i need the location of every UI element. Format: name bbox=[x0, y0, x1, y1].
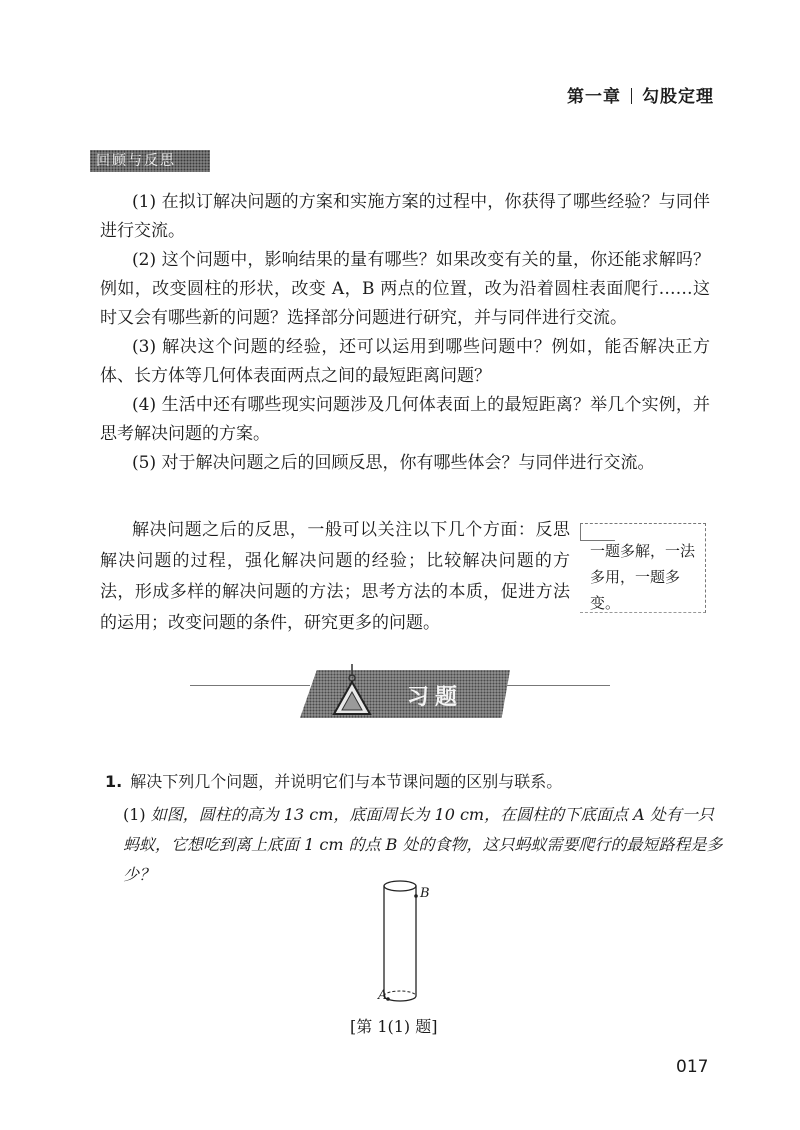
reflection-block bbox=[100, 515, 570, 639]
question-list bbox=[100, 188, 710, 478]
reflection-text: 解决问题之后的反思，一般可以关注以下几个方面：反思解决问题的过程，强化解决问题的经验；比较解决问题的方法，形成多样的解决问题的方法；思考方法的本质，促进方法的运用；改变问题的条件，研究更多的问题。 bbox=[100, 520, 570, 633]
question-1: (1) 在拟订解决问题的方案和实施方案的过程中，你获得了哪些经验？与同伴进行交流。 bbox=[100, 192, 710, 241]
exercise-number: 1. bbox=[105, 772, 123, 791]
exercise-1 bbox=[105, 768, 725, 890]
point-b-label: B bbox=[420, 886, 430, 901]
figure-caption: [第 1(1) 题] bbox=[350, 1017, 438, 1036]
exercise-part-1 bbox=[123, 800, 725, 890]
running-header bbox=[567, 82, 714, 107]
side-note-text: 一题多解，一法多用，一题多变。 bbox=[590, 542, 696, 612]
exercise-part-1-text: 如图，圆柱的高为 13 cm，底面周长为 10 cm，在圆柱的下底面点 A 处有一只蚂蚁，它想吃到离上底面 1 cm 的点 B 处的食物，这只蚂蚁需要爬行的最短路程是多少？ bbox=[123, 805, 723, 884]
chapter-title: 勾股定理 bbox=[642, 87, 714, 107]
question-5: (5) 对于解决问题之后的回顾反思，你有哪些体会？与同伴进行交流。 bbox=[132, 453, 655, 473]
question-4: (4) 生活中还有哪些现实问题涉及几何体表面上的最短距离？举几个实例，并思考解决问题的方案。 bbox=[100, 395, 710, 444]
question-2: (2) 这个问题中，影响结果的量有哪些？如果改变有关的量，你还能求解吗？例如，改变圆柱的形状，改变 A，B 两点的位置，改为沿着圆柱表面爬行……这时又会有哪些新的问题？选择部分问题进行研究，并与同伴进行交流。 bbox=[100, 250, 710, 328]
header-separator bbox=[631, 88, 632, 104]
side-note-tab bbox=[580, 524, 615, 541]
point-a-label: A bbox=[378, 988, 388, 1003]
section-label: 回顾与反思 bbox=[90, 150, 210, 172]
side-note bbox=[580, 523, 706, 613]
chapter-label: 第一章 bbox=[567, 87, 621, 107]
page-number: 017 bbox=[676, 1057, 709, 1077]
exercise-heading bbox=[105, 768, 725, 796]
banner-rule-right bbox=[500, 685, 610, 686]
question-3: (3) 解决这个问题的经验，还可以运用到哪些问题中？例如，能否解决正方体、长方体等几何体表面两点之间的最短距离问题？ bbox=[100, 337, 710, 386]
exercise-banner-title: 习题 bbox=[406, 685, 463, 710]
exercise-part-1-label: (1) bbox=[123, 805, 146, 824]
banner-rule-left bbox=[190, 685, 310, 686]
exercise-instruction: 解决下列几个问题，并说明它们与本节课问题的区别与联系。 bbox=[130, 772, 563, 791]
